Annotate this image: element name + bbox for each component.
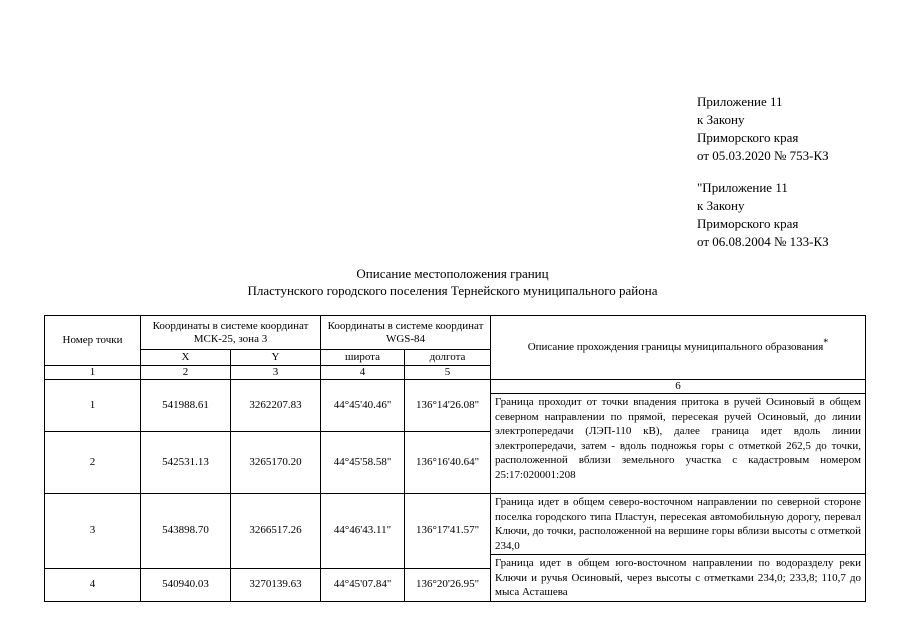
boundary-description: Граница идет в общем юго-восточном направлении по водоразделу реки Ключи и ручья Осиновый, через высоты с отметками 234,0; 233,8; 110,7 до мыса Асташева <box>491 555 866 602</box>
coord-longitude: 136°14'26.08" <box>405 380 491 432</box>
column-number: 2 <box>141 366 231 380</box>
coord-y: 3265170.20 <box>231 432 321 494</box>
column-number: 6 <box>491 380 866 394</box>
document-subtitle: Пластунского городского поселения Тернейского муниципального района <box>247 283 658 298</box>
appendix-line: к Закону <box>697 198 745 213</box>
header-description <box>491 316 866 380</box>
footnote-mark: * <box>823 337 829 349</box>
header-y: Y <box>231 350 321 366</box>
coord-x: 541988.61 <box>141 380 231 432</box>
point-number: 1 <box>45 380 141 432</box>
header-x: X <box>141 350 231 366</box>
coord-latitude: 44°45'07.84" <box>321 568 405 601</box>
coord-longitude: 136°17'41.57" <box>405 494 491 569</box>
header-point-number: Номер точки <box>45 316 141 366</box>
appendix-line: "Приложение 11 <box>697 180 788 195</box>
header-msk-coordinates: Координаты в системе координат МСК-25, зона 3 <box>141 316 321 350</box>
coord-x: 542531.13 <box>141 432 231 494</box>
coord-y: 3270139.63 <box>231 568 321 601</box>
coord-longitude: 136°16'40.64" <box>405 432 491 494</box>
appendix-line: от 05.03.2020 № 753-КЗ <box>697 148 829 163</box>
point-number: 4 <box>45 568 141 601</box>
column-number: 3 <box>231 366 321 380</box>
coord-y: 3262207.83 <box>231 380 321 432</box>
appendix-line: Приморского края <box>697 130 799 145</box>
appendix-line: от 06.08.2004 № 133-КЗ <box>697 234 829 249</box>
boundary-description: Граница проходит от точки впадения притока в ручей Осиновый в общем северном направлении по прямой, пересекая ручей Осиновый, до линии электропередачи (ЛЭП-110 кВ), далее граница идет вдоль линии электропередачи, затем - вдоль подножья горы с отметкой 262,5 до точки, расположенной вблизи земельного участка с кадастровым номером 25:17:020001:208 <box>491 394 866 494</box>
appendix-current-reference <box>697 93 829 165</box>
coord-latitude: 44°45'58.58" <box>321 432 405 494</box>
coord-longitude: 136°20'26.95" <box>405 568 491 601</box>
appendix-line: Приморского края <box>697 216 799 231</box>
boundary-table <box>44 315 866 602</box>
header-description-text: Описание прохождения границы муниципального образования <box>527 341 824 353</box>
appendix-original-reference <box>697 179 829 251</box>
column-number: 5 <box>405 366 491 380</box>
boundary-description: Граница идет в общем северо-восточном направлении по северной стороне поселка городского типа Пластун, пересекая автомобильную дорогу, перевал Ключи, до точки, расположенной на вершине горы вблизи высоты с отметкой 234,0 <box>491 494 866 555</box>
document-title: Описание местоположения границ <box>356 266 549 281</box>
header-wgs-coordinates: Координаты в системе координат WGS-84 <box>321 316 491 350</box>
coord-latitude: 44°45'40.46" <box>321 380 405 432</box>
column-number: 4 <box>321 366 405 380</box>
appendix-line: к Закону <box>697 112 745 127</box>
coord-latitude: 44°46'43.11" <box>321 494 405 569</box>
coord-y: 3266517.26 <box>231 494 321 569</box>
header-longitude: долгота <box>405 350 491 366</box>
coord-x: 543898.70 <box>141 494 231 569</box>
point-number: 2 <box>45 432 141 494</box>
header-latitude: широта <box>321 350 405 366</box>
point-number: 3 <box>45 494 141 569</box>
coord-x: 540940.03 <box>141 568 231 601</box>
column-number: 1 <box>45 366 141 380</box>
appendix-line: Приложение 11 <box>697 94 783 109</box>
